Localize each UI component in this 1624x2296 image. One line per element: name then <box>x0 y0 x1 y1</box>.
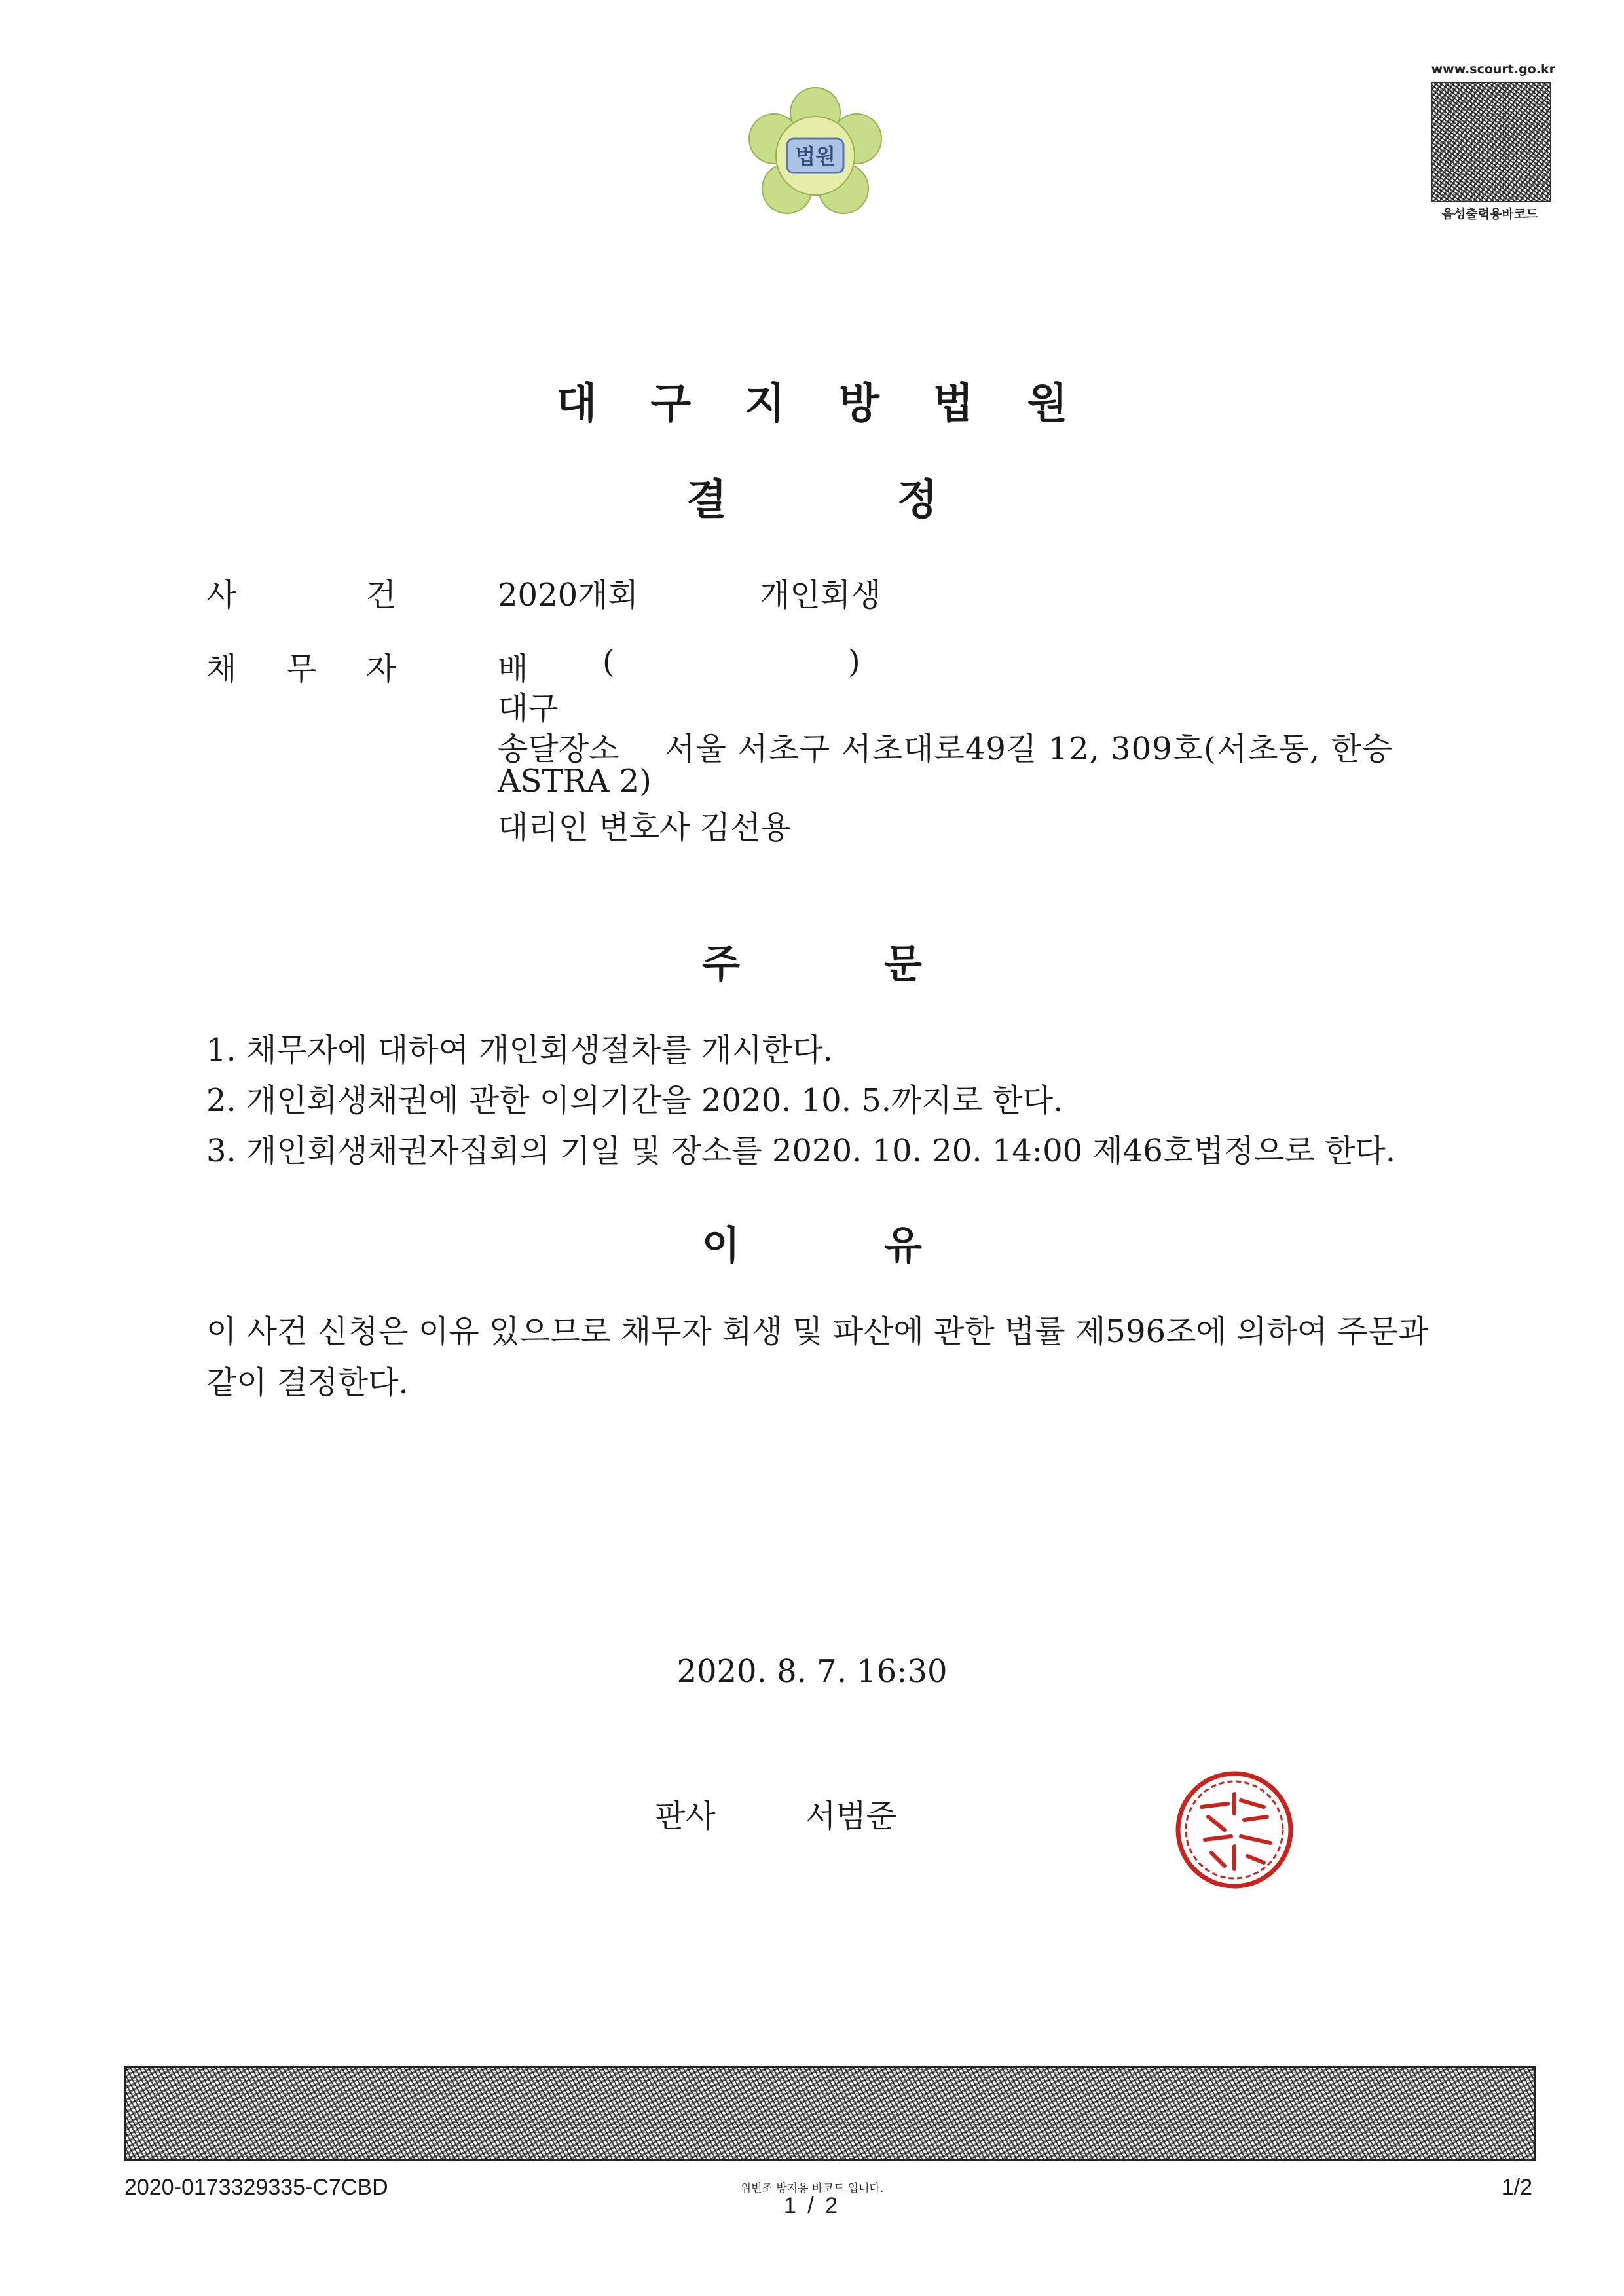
debtor-address: 대구 <box>498 690 559 727</box>
delivery-address-line1: 서울 서초구 서초대로49길 12, 309호(서초동, 한승 <box>665 731 1393 767</box>
case-type: 개인회생 <box>760 577 881 613</box>
case-label-char: 사 <box>206 577 237 613</box>
judge-seal <box>1172 1768 1297 1892</box>
case-label <box>206 570 396 615</box>
debtor-label-char: 채 <box>206 651 237 687</box>
document-id: 2020-0173329335-C7CBD <box>124 2175 388 2200</box>
qr-code <box>1431 82 1551 202</box>
anti-forgery-barcode <box>124 2066 1536 2161</box>
qr-url: www.scourt.go.kr <box>1431 62 1555 77</box>
case-label-char: 건 <box>365 577 396 613</box>
forgery-note: 위변조 방지용 바코드 입니다. <box>740 2182 884 2195</box>
reason-title: 이유 <box>702 1223 1066 1269</box>
qr-caption: 음성출력용바코드 <box>1441 207 1538 221</box>
debtor-label <box>206 644 396 689</box>
page-number-right: 1/2 <box>1501 2175 1532 2200</box>
page-number-center: 1 / 2 <box>783 2193 841 2218</box>
order-item-3: 3. 개인회생채권자집회의 기일 및 장소를 2020. 10. 20. 14:00 제46호법정으로 한다. <box>206 1133 1395 1169</box>
debtor-paren-close: ) <box>848 644 860 680</box>
decision-date: 2020. 8. 7. 16:30 <box>676 1653 948 1690</box>
court-name: 대구지방법원 <box>556 380 1122 428</box>
court-emblem <box>740 79 891 236</box>
order-item-1: 1. 채무자에 대하여 개인회생절차를 개시한다. <box>206 1032 833 1068</box>
emblem-text: 법원 <box>795 144 836 169</box>
debtor-name: 배 <box>498 651 528 687</box>
debtor-agent: 대리인 변호사 김선용 <box>498 809 791 846</box>
debtor-label-char: 자 <box>365 651 396 687</box>
case-number: 2020개회 <box>498 577 638 613</box>
order-title: 주문 <box>702 941 1066 987</box>
order-item-2: 2. 개인회생채권에 관한 이의기간을 2020. 10. 5.까지로 한다. <box>206 1082 1063 1119</box>
delivery-address-line2: ASTRA 2) <box>498 763 652 799</box>
debtor-paren-open: ( <box>602 644 615 680</box>
reason-text: 이 사건 신청은 이유 있으므로 채무자 회생 및 파산에 관한 법률 제596조에 의하여 주문과 같이 결정한다. <box>206 1313 1429 1401</box>
judge-name: 서범준 <box>805 1798 897 1834</box>
judge-label: 판사 <box>655 1798 716 1834</box>
delivery-label: 송달장소 <box>498 731 619 767</box>
debtor-label-char: 무 <box>286 651 317 687</box>
document-title: 결정 <box>686 476 1108 524</box>
